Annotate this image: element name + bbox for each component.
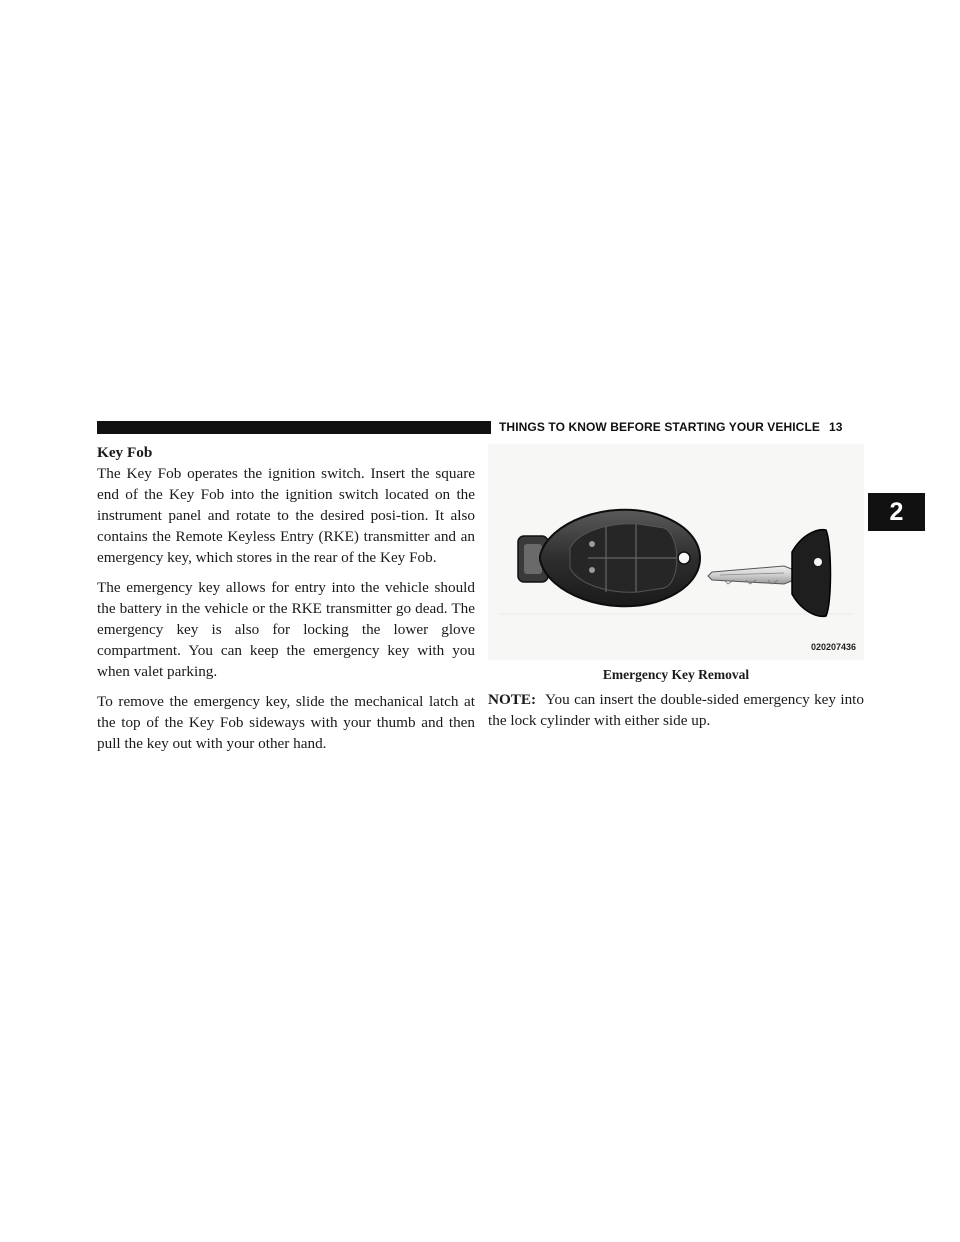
page-number: 13 [828, 420, 843, 434]
key-fob-figure [488, 444, 864, 660]
paragraph-1: The Key Fob operates the ignition switch. Insert the square end of the Key Fob into the ignition switch located on the instrument panel and rotate to the desired posi-tion. It also contains the Remote Keyless Entry (RKE) transmitter and an emergency key, which stores in the rear of the Key Fob. [97, 465, 475, 566]
running-header [499, 419, 864, 435]
figure-caption: Emergency Key Removal [602, 667, 750, 682]
paragraph-2: The emergency key allows for entry into the vehicle should the battery in the vehicle or the RKE transmitter go dead. The emergency key is also for locking the lower glove compartment. You can keep the emergency key with you when valet parking. [97, 579, 475, 680]
emergency-key-icon [708, 530, 831, 617]
chapter-tab: 2 [868, 493, 925, 531]
left-column [97, 442, 475, 763]
header-title-text: THINGS TO KNOW BEFORE STARTING YOUR VEHICLE [499, 420, 820, 434]
note [488, 689, 864, 731]
paragraph-3: To remove the emergency key, slide the mechanical latch at the top of the Key Fob sideways with your thumb and then pull the key out with your other hand. [97, 693, 475, 752]
note-text: You can insert the double-sided emergency key into the lock cylinder with either side up. [488, 691, 864, 729]
header-bar [97, 421, 491, 434]
note-label: NOTE: [488, 691, 537, 708]
section-title: Key Fob [97, 444, 153, 461]
key-fob-icon [518, 510, 700, 607]
figure-code: 020207436 [810, 642, 856, 652]
key-fob-illustration [488, 444, 864, 660]
